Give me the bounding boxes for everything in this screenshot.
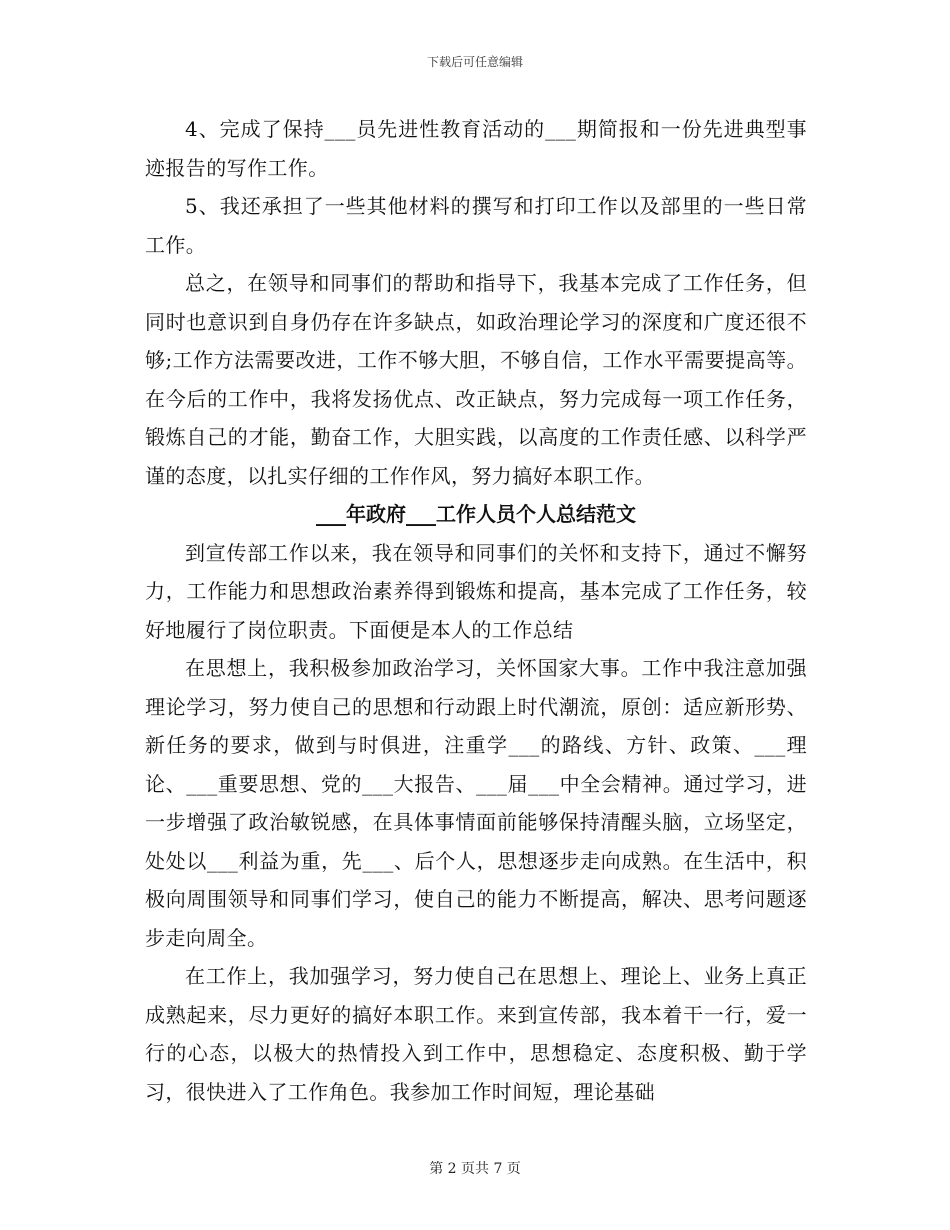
document-body [145,110,807,1111]
section-title: ___年政府___工作人员个人总结范文 [316,502,636,526]
paragraph-summary: 总之，在领导和同事们的帮助和指导下，我基本完成了工作任务，但同时也意识到自身仍存在许多缺点，如政治理论学习的深度和广度还很不够;工作方法需要改进，工作不够大胆，不够自信，工作水平需要提高等。在今后的工作中，我将发扬优点、改正缺点，努力完成每一项工作任务，锻炼自己的才能，勤奋工作，大胆实践，以高度的工作责任感、以科学严谨的态度，以扎实仔细的工作作风，努力搞好本职工作。 [145,271,807,488]
paragraph-thought: 在思想上，我积极参加政治学习，关怀国家大事。工作中我注意加强理论学习，努力使自己的思想和行动跟上时代潮流，原创：适应新形势、新任务的要求，做到与时俱进，注重学___的路线、方针、政策、___理论、___重要思想、党的___大报告、___届___中全会精神。通过学习，进一步增强了政治敏锐感，在具体事情面前能够保持清醒头脑，立场坚定，处处以___利益为重，先___、后个人，思想逐步走向成熟。在生活中，积极向周围领导和同事们学习，使自己的能力不断提高，解决、思考问题逐步走向周全。 [145,656,807,950]
paragraph-intro: 到宣传部工作以来，我在领导和同事们的关怀和支持下，通过不懈努力，工作能力和思想政治素养得到锻炼和提高，基本完成了工作任务，较好地履行了岗位职责。下面便是本人的工作总结 [145,540,807,642]
page-header: 下载后可任意编辑 [426,55,523,69]
page-footer: 第 2 页共 7 页 [429,1161,521,1177]
paragraph-item-5: 5、我还承担了一些其他材料的撰写和打印工作以及部里的一些日常工作。 [145,194,807,257]
paragraph-item-4: 4、完成了保持___员先进性教育活动的___期简报和一份先进典型事迹报告的写作工作。 [145,117,807,180]
paragraph-work: 在工作上，我加强学习，努力使自己在思想上、理论上、业务上真正成熟起来，尽力更好的搞好本职工作。来到宣传部，我本着干一行，爱一行的心态，以极大的热情投入到工作中，思想稳定、态度积极、勤于学习，很快进入了工作角色。我参加工作时间短，理论基础 [145,964,807,1104]
